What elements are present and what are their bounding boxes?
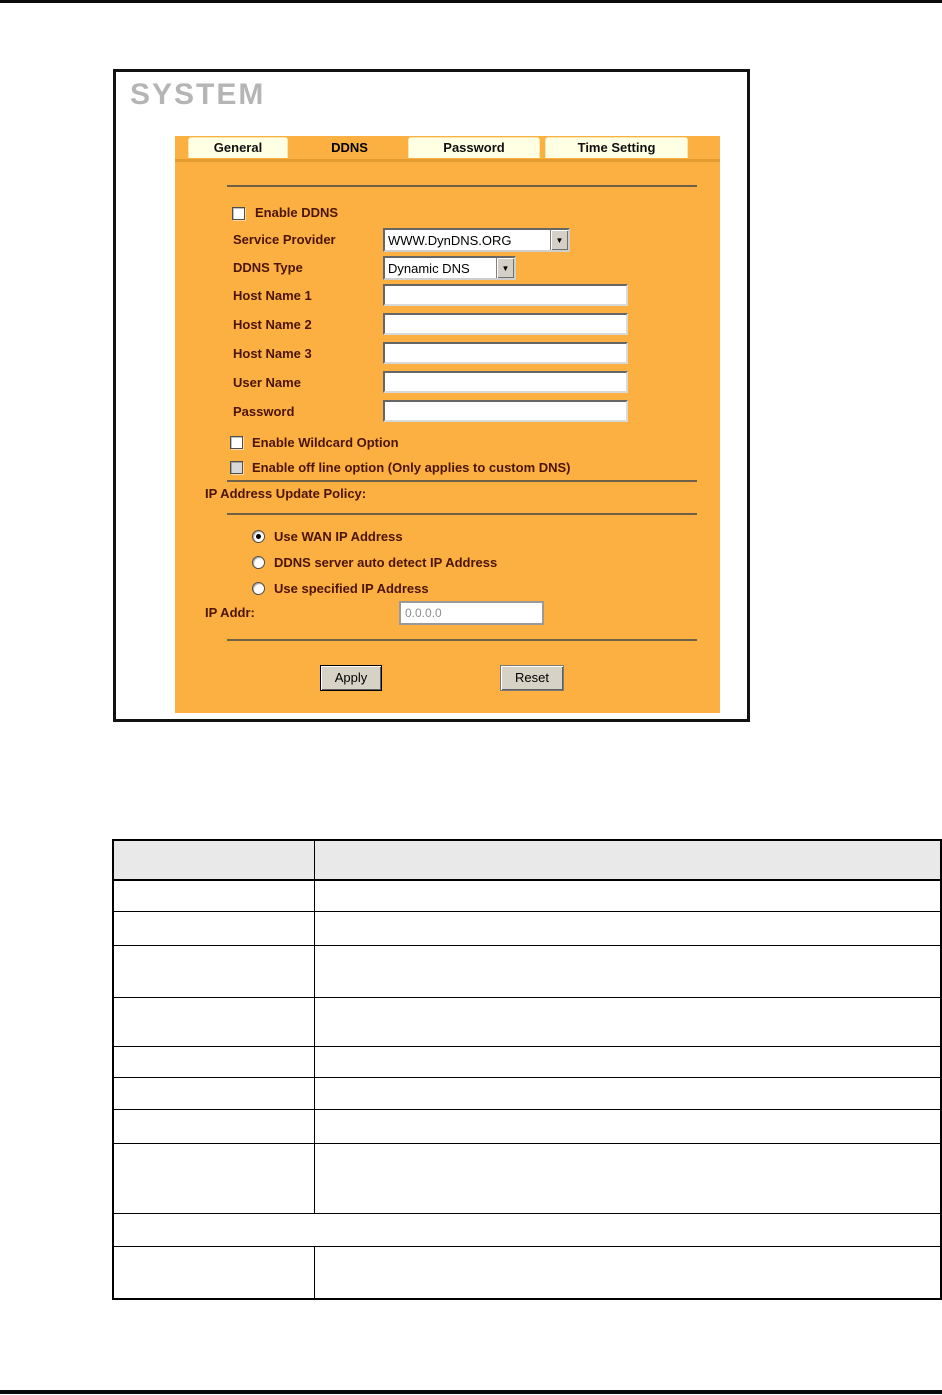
enable-ddns-label: Enable DDNS (255, 205, 339, 220)
tab-time-setting[interactable]: Time Setting (545, 137, 688, 158)
description-table (112, 839, 942, 1300)
divider (227, 480, 697, 482)
table-cell (113, 1046, 314, 1077)
table-cell (113, 911, 314, 945)
screenshot-frame (113, 69, 750, 722)
table-cell (314, 1246, 941, 1299)
reset-button[interactable]: Reset (500, 665, 564, 691)
table-row (113, 1077, 941, 1109)
table-header-cell (113, 840, 314, 880)
table-merged-row (113, 1213, 941, 1246)
host-name-2-label: Host Name 2 (233, 317, 312, 332)
enable-ddns-checkbox[interactable] (232, 207, 245, 220)
tab-ddns[interactable]: DDNS (331, 140, 368, 155)
divider (227, 185, 697, 187)
table-row (113, 880, 941, 911)
table-cell (113, 1109, 314, 1143)
service-provider-value: WWW.DynDNS.ORG (388, 232, 512, 248)
apply-button[interactable]: Apply (320, 665, 382, 691)
policy-heading: IP Address Update Policy: (205, 486, 367, 501)
page-bottom-rule (0, 1390, 942, 1394)
table-cell (113, 1143, 314, 1213)
table-header-cell (314, 840, 941, 880)
table-cell (314, 880, 941, 911)
table-cell (314, 911, 941, 945)
table-cell (113, 997, 314, 1046)
password-input[interactable] (383, 400, 628, 422)
page-top-rule (0, 0, 942, 3)
ddns-type-label: DDNS Type (233, 260, 303, 275)
table-row (113, 1143, 941, 1213)
host-name-1-input[interactable] (383, 284, 628, 306)
offline-label: Enable off line option (Only applies to custom DNS) (252, 460, 571, 475)
divider (227, 639, 697, 641)
table-cell (314, 997, 941, 1046)
table-cell (314, 1077, 941, 1109)
chevron-down-icon[interactable]: ▼ (550, 230, 568, 250)
wildcard-label: Enable Wildcard Option (252, 435, 399, 450)
service-provider-select[interactable] (383, 228, 570, 252)
table-cell (314, 1046, 941, 1077)
tab-general[interactable]: General (188, 137, 288, 158)
table-cell (314, 1143, 941, 1213)
radio-specified-ip-label: Use specified IP Address (274, 581, 429, 596)
ddns-panel (175, 136, 720, 713)
table-cell (113, 945, 314, 997)
radio-auto-detect-ip-label: DDNS server auto detect IP Address (274, 555, 498, 570)
ip-addr-label: IP Addr: (205, 605, 255, 620)
divider (227, 513, 697, 515)
host-name-3-label: Host Name 3 (233, 346, 312, 361)
host-name-2-input[interactable] (383, 313, 628, 335)
chevron-down-icon[interactable]: ▼ (496, 258, 514, 278)
table-row (113, 1246, 941, 1299)
table-cell (113, 1246, 314, 1299)
page-title: SYSTEM (130, 78, 266, 111)
host-name-1-label: Host Name 1 (233, 288, 312, 303)
table-row (113, 1109, 941, 1143)
table-cell (314, 945, 941, 997)
tab-password[interactable]: Password (408, 137, 540, 158)
ip-addr-input[interactable]: 0.0.0.0 (399, 601, 544, 625)
table-cell (113, 880, 314, 911)
radio-specified-ip[interactable] (252, 582, 265, 595)
table-row (113, 911, 941, 945)
table-header-row (113, 840, 941, 880)
radio-auto-detect-ip[interactable] (252, 556, 265, 569)
service-provider-label: Service Provider (233, 232, 336, 247)
table-merged-cell (113, 1213, 941, 1246)
ddns-type-value: Dynamic DNS (388, 260, 470, 276)
table-row (113, 997, 941, 1046)
table-cell (113, 1077, 314, 1109)
radio-selected-dot (256, 534, 261, 539)
tab-strip-shadow (175, 159, 720, 162)
table-row (113, 1046, 941, 1077)
radio-use-wan-ip-label: Use WAN IP Address (274, 529, 403, 544)
user-name-input[interactable] (383, 371, 628, 393)
table-row (113, 945, 941, 997)
ddns-type-select[interactable] (383, 256, 516, 280)
user-name-label: User Name (233, 375, 301, 390)
wildcard-checkbox[interactable] (230, 436, 243, 449)
table-cell (314, 1109, 941, 1143)
password-label: Password (233, 404, 295, 419)
offline-checkbox[interactable] (230, 461, 243, 474)
host-name-3-input[interactable] (383, 342, 628, 364)
radio-use-wan-ip[interactable] (252, 530, 265, 543)
